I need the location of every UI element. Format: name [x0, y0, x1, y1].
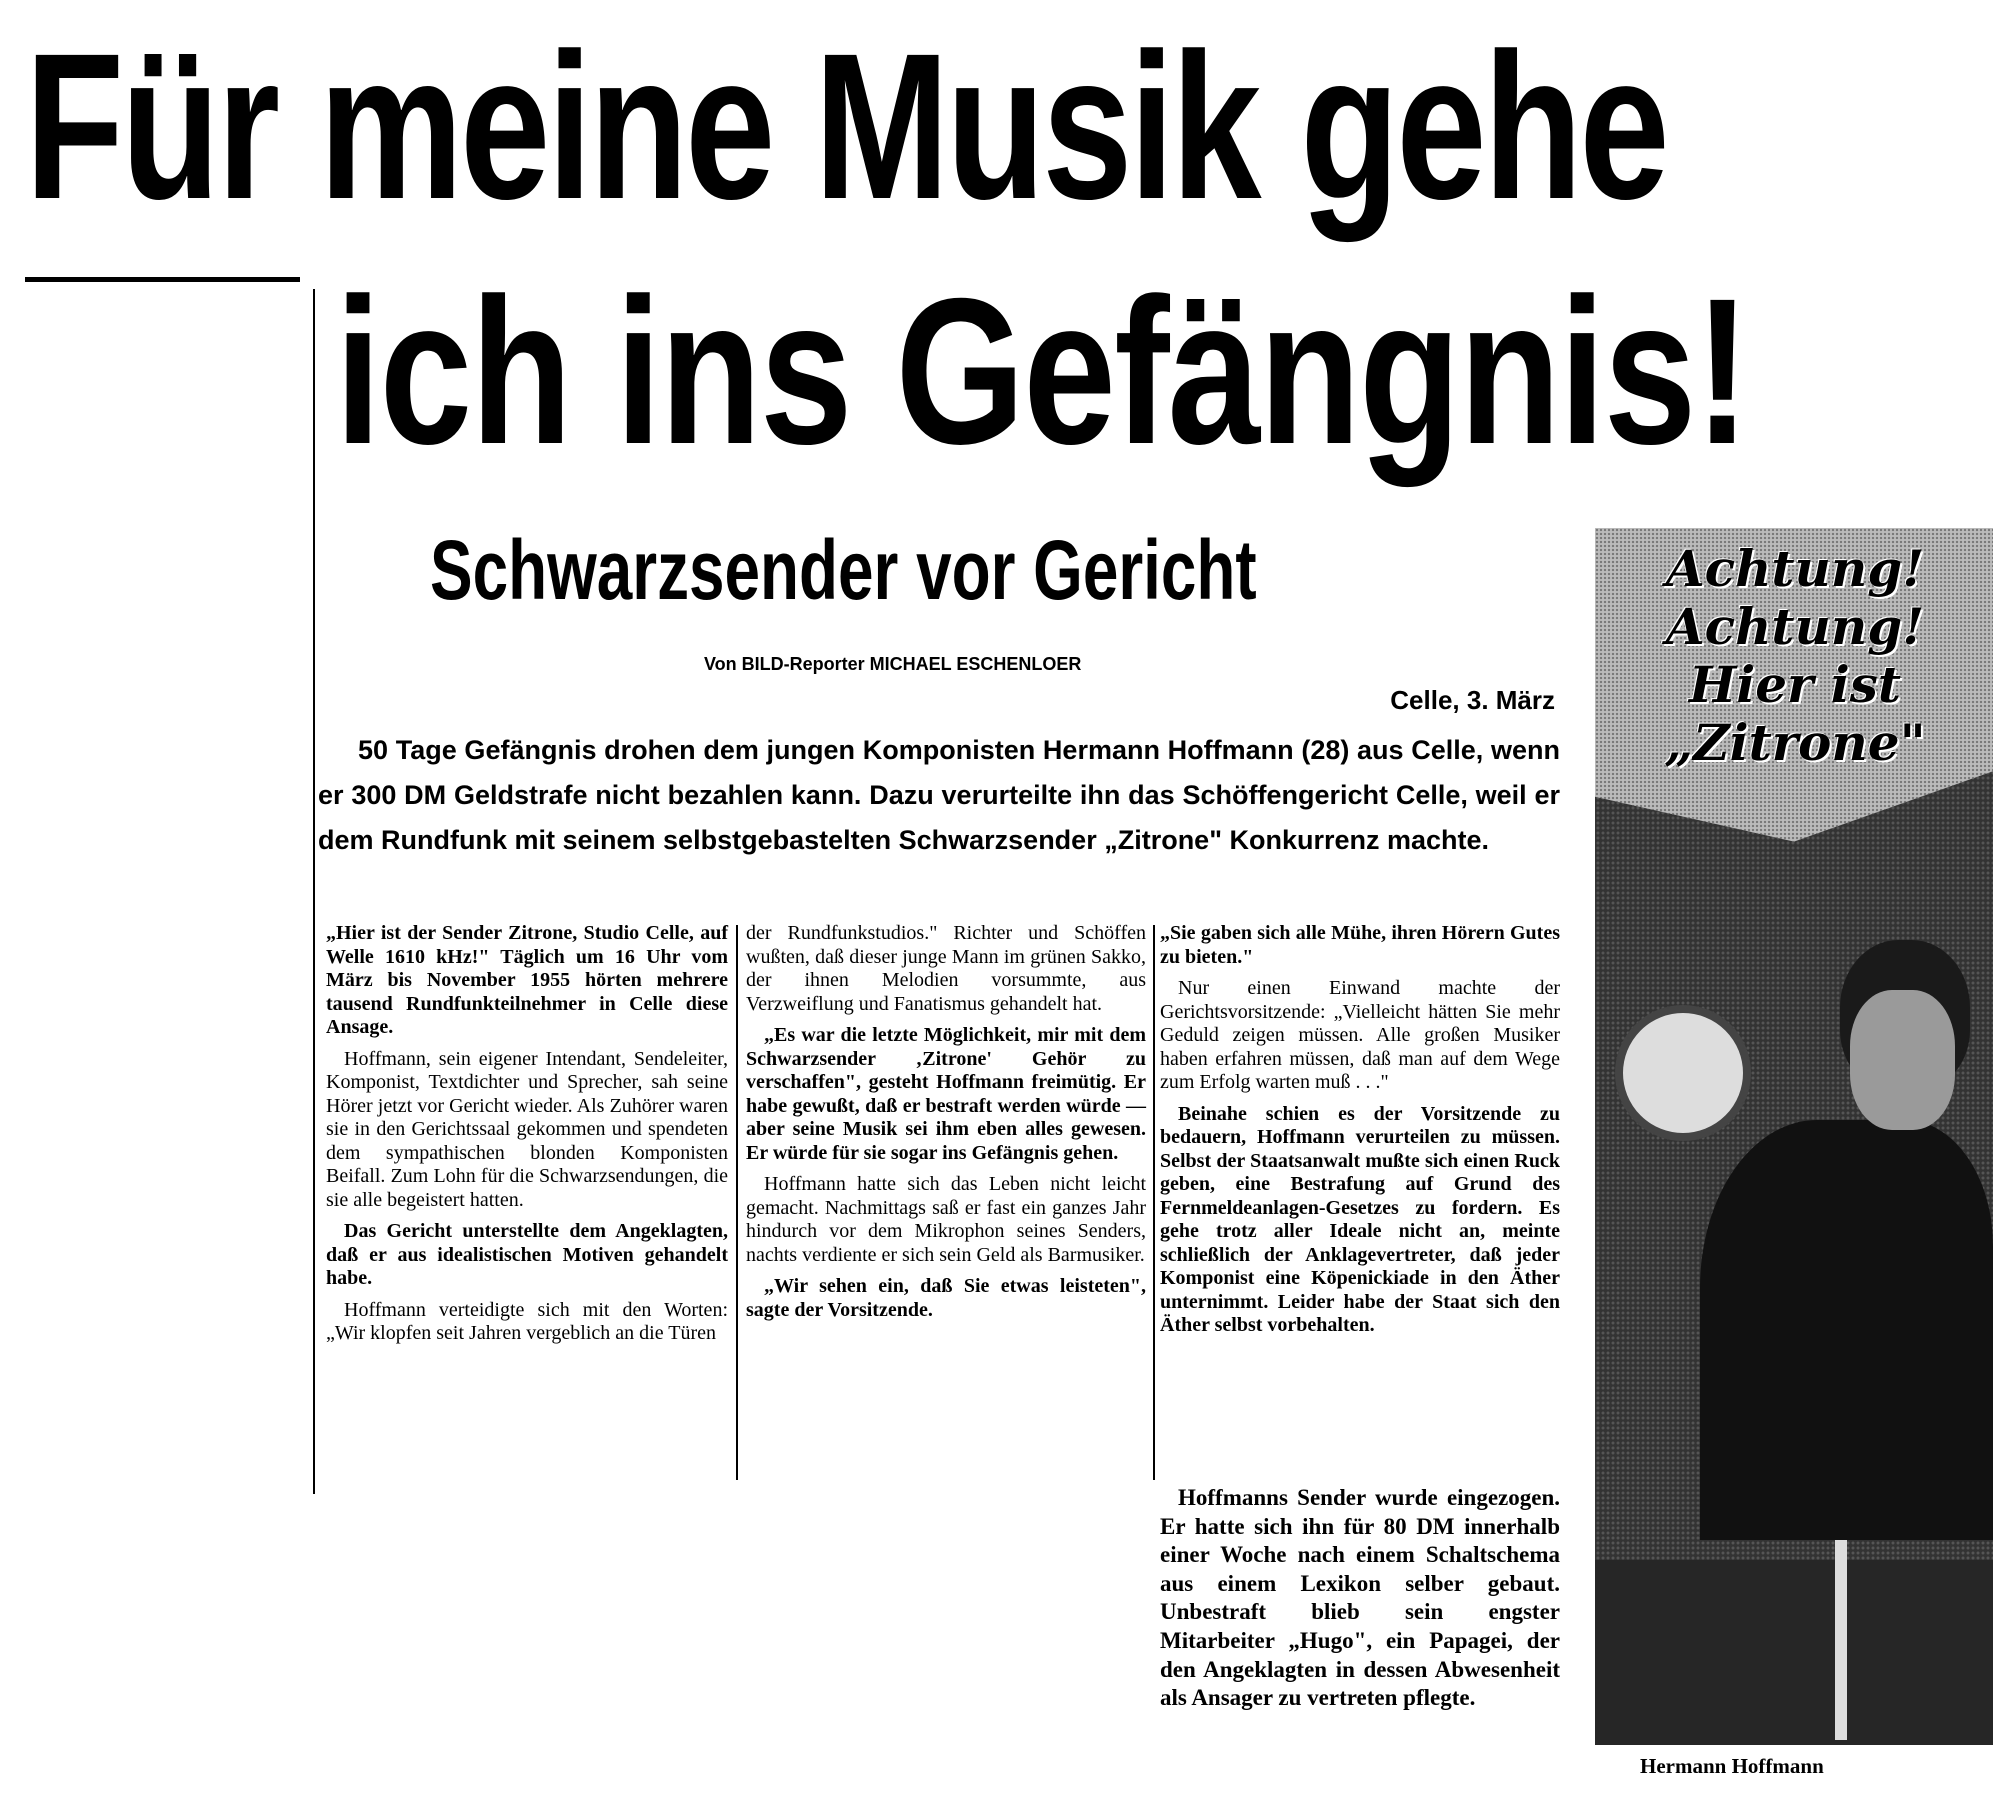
paragraph: der Rundfunkstudios." Richter und Schöffen wußten, daß dieser junge Mann im grünen Sakko, der ihnen Melodien vorsummte, aus Verzweiflung und Fanatismus gehandelt hat. [746, 922, 1146, 1015]
headline-line-2: ich ins Gefängnis! [335, 256, 1749, 488]
photo-callout [1600, 540, 1990, 772]
callout-line: Hier ist [1688, 655, 1902, 714]
callout-line: „Zitrone" [1664, 713, 1926, 772]
article-column-1 [326, 922, 728, 1354]
paragraph: „Wir sehen ein, daß Sie etwas leisteten", sagte der Vorsitzende. [746, 1275, 1146, 1321]
photo-figure-face [1850, 990, 1955, 1130]
microphone-stand [1835, 1540, 1847, 1740]
byline: Von BILD-Reporter MICHAEL ESCHENLOER [704, 654, 1082, 674]
microphone-icon [1615, 1005, 1751, 1141]
paragraph: Beinahe schien es der Vorsitzende zu bedauern, Hoffmann verurteilen zu müssen. Selbst der Staatsanwalt mußte sich einen Ruck geben, eine Bestrafung auf Grund des Fernmeldeanlagen-Gesetzes zu fordern. Es gehe trotz aller Ideale nicht an, meinte schließlich der Anklagevertreter, daß jeder Komponist eine Köpenickiade in den Äther unternimmt. Leider habe der Staat sich den Äther selbst vorbehalten. [1160, 1102, 1560, 1336]
column-divider [1153, 925, 1155, 1480]
paragraph: „Es war die letzte Möglichkeit, mir mit dem Schwarzsender ‚Zitrone' Gehör zu verschaffen", gesteht Hoffmann freimütig. Er habe gewußt, daß er bestraft werden würde — aber seine Musik sei ihm eben alles gewesen. Er würde für sie sogar ins Gefängnis gehen. [746, 1024, 1146, 1164]
photo-figure-body [1700, 1120, 1993, 1540]
article-column-3-continuation [1160, 1484, 1560, 1721]
callout-line: Achtung! [1665, 539, 1925, 598]
headline-line-1: Für meine Musik gehe [25, 11, 1667, 243]
paragraph: Das Gericht unterstellte dem Angeklagten, daß er aus idealistischen Motiven gehandelt habe. [326, 1220, 728, 1289]
photo-desk [1595, 1560, 1993, 1745]
paragraph: „Sie gaben sich alle Mühe, ihren Hörern Gutes zu bieten." [1160, 922, 1560, 968]
lead-paragraph: 50 Tage Gefängnis drohen dem jungen Komponisten Hermann Hoffmann (28) aus Celle, wenn er 300 DM Geldstrafe nicht bezahlen kann. Dazu verurteilte ihn das Schöffengericht Celle, weil er dem Rundfunk mit seinem selbstgebastelten Schwarzsender „Zitrone" Konkurrenz machte. [318, 735, 1560, 855]
dateline: Celle, 3. März [1390, 685, 1555, 715]
paragraph: Hoffmann hatte sich das Leben nicht leicht gemacht. Nachmittags saß er fast ein ganzes Jahr hindurch vor dem Mikrophon seines Senders, nachts verdiente er sich sein Geld als Barmusiker. [746, 1173, 1146, 1266]
paragraph: „Hier ist der Sender Zitrone, Studio Celle, auf Welle 1610 kHz!" Täglich um 16 Uhr vom März bis November 1955 hörten mehrere tausend Rundfunkteilnehmer in Celle diese Ansage. [326, 922, 728, 1038]
paragraph: Hoffmann, sein eigener Intendant, Sendeleiter, Komponist, Textdichter und Sprecher, sah seine Hörer jetzt vor Gericht wieder. Als Zuhörer waren sie in den Gerichtssaal gekommen und spendeten dem sympathischen blonden Komponisten Beifall. Zum Lohn für die Schwarzsendungen, die sie alle begeistert hatten. [326, 1047, 728, 1211]
paragraph: Hoffmann verteidigte sich mit den Worten: „Wir klopfen seit Jahren vergeblich an die Türen [326, 1298, 728, 1344]
article-column-2 [746, 922, 1146, 1330]
paragraph: Nur einen Einwand machte der Gerichtsvorsitzende: „Vielleicht hätten Sie mehr Geduld zeigen müssen. Alle großen Musiker haben erfahren müssen, daß man auf dem Wege zum Erfolg warten muß . . ." [1160, 977, 1560, 1093]
subheadline: Schwarzsender vor Gericht [430, 523, 1257, 617]
paragraph: Hoffmanns Sender wurde eingezogen. Er hatte sich ihn für 80 DM innerhalb einer Woche nach einem Schaltschema aus einem Lexikon selber gebaut. Unbestraft blieb sein engster Mitarbeiter „Hugo", ein Papagei, der den Angeklagten in dessen Abwesenheit als Ansager zu vertreten pflegte. [1160, 1485, 1560, 1711]
headline-rule [25, 277, 300, 282]
column-divider [736, 925, 738, 1480]
photo-caption: Hermann Hoffmann [1640, 1754, 1824, 1778]
left-column-rule [313, 289, 315, 1494]
article-column-3 [1160, 922, 1560, 1346]
callout-line: Achtung! [1665, 597, 1925, 656]
